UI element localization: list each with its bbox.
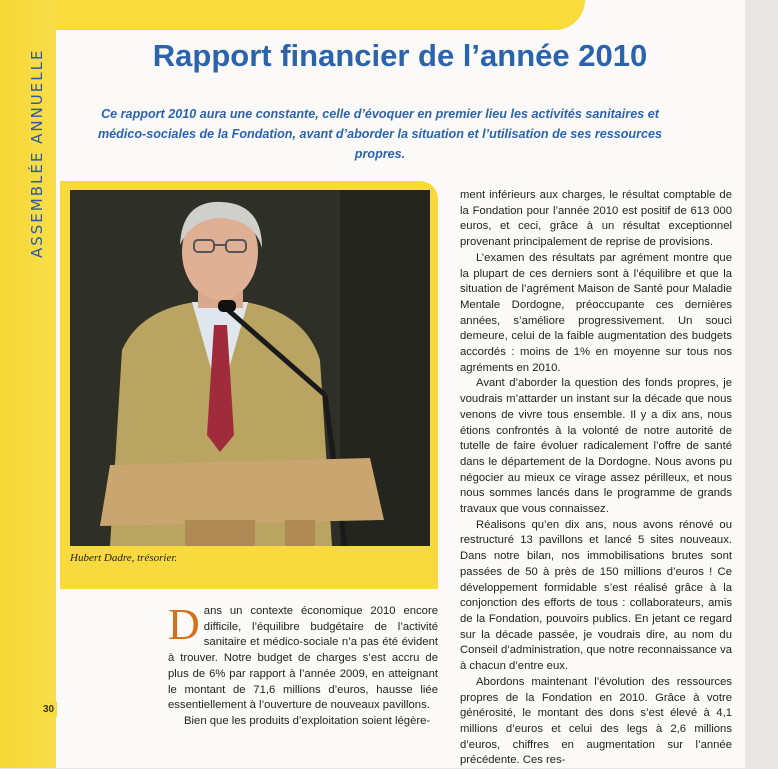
left-paragraph-1-text: ans un contexte économique 2010 encore difficile, l’équilibre budgétaire de l’activité sanitaire et médico-sociale n’a pas été évident à trouver. Notre budget de charges s’est accru de plus de 6% par rapport à l’année 2009, en atteignant le montant de 71,6 millions d’euros, hausse liée essentiellement à l’ouverture de nouveaux pavillons. (168, 605, 438, 712)
left-paragraph-1 (168, 600, 438, 714)
right-paragraph-1: ment inférieurs aux charges, le résultat comptable de la Fondation pour l’année 2010 est positif de 613 000 euros, et ceci, grâce à un résultat exceptionnel provenant principalement de reprise de provisions. (460, 189, 732, 249)
left-paragraph-2: Bien que les produits d’exploitation soient légère- (184, 714, 431, 727)
right-paragraph-2: L’examen des résultats par agrément montre que la plupart de ces derniers sont à l’équilibre et que la situation de l’agrément Maison de Santé pour Maladie Mentale Dordogne, préoccupante ces dernières années, s’améliore progressivement. Un souci demeure, celui de la faible augmentation des budgets accordés : moins de 1% en moyenne sur tous nos agréments en 2010. (460, 251, 732, 374)
speaker-illustration (70, 190, 430, 546)
right-paragraph-5: Abordons maintenant l’évolution des ressources propres de la Fondation en 2010. Grâce à votre générosité, le montant des dons s’est élevé à 4,1 millions d’euros et celui des legs à 2,6 millions d’euros, chiffres en augmentation sur l’année précédente. Ces res- (460, 675, 732, 767)
right-text-column (460, 188, 732, 769)
section-label: ASSEMBLÉE ANNUELLE (28, 48, 46, 258)
photo-caption: Hubert Dadre, trésorier. (70, 552, 178, 564)
article-lead: Ce rapport 2010 aura une constante, celle d’évoquer en premier lieu les activités sanitaires et médico-sociales de la Fondation, avant d’aborder la situation et l’utilisation de ses ressources propres. (97, 107, 663, 161)
right-paragraph-3: Avant d’aborder la question des fonds propres, je voudrais m’attarder un instant sur la décade que nous venons de vivre tous ensemble. Il y a dix ans, nous étions confrontés à la volonté de notre autorité de tutelle de faire évoluer radicalement l’offre de santé dans le département de la Dordogne. Nous avons pu négocier au mieux ce virage assez périlleux, et nous nous sommes lancés dans le programme de grands travaux que vous connaissez. (460, 377, 732, 516)
drop-cap: D (168, 600, 200, 649)
article-title: Rapport financier de l’année 2010 (152, 38, 648, 73)
right-paragraph-4: Réalisons qu’en dix ans, nous avons rénové ou restructuré 13 pavillons et lancé 5 sites nouveaux. Dans notre bilan, nos immobilisations brutes sont passées de 50 à près de 150 millions d’euros ! Ce développement formidable s’est réalisé grâce à la conjonction des efforts de tous : collaborateurs, amis de la Fondation, pouvoirs publics. En jetant ce regard sur la décade passée, je voudrais dire, au nom du Conseil d’administration, que notre reconnaissance va à chacun d’entre eux. (460, 518, 732, 673)
top-color-band (0, 0, 585, 30)
page-number: 30 (40, 702, 57, 717)
speaker-photo (70, 190, 430, 546)
left-text-column (168, 600, 438, 730)
